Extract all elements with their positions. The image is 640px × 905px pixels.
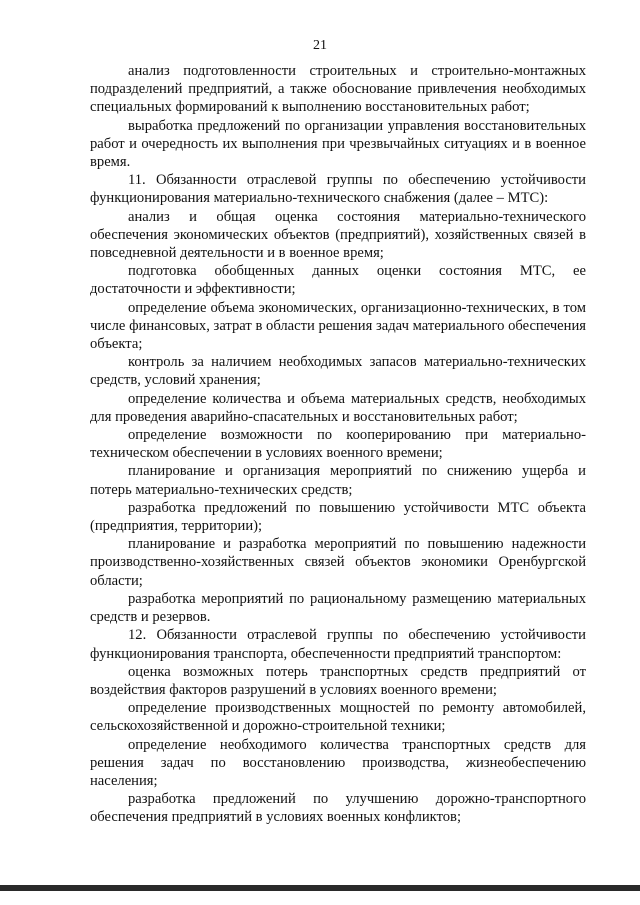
paragraph: планирование и разработка мероприятий по повышению надежности производственно-хозяйственных связей объектов экономики Оренбургской области;	[90, 536, 586, 589]
paragraph: разработка мероприятий по рациональному размещению материальных средств и резервов.	[90, 590, 586, 626]
paragraph: выработка предложений по организации управления восстановительных работ и очередность их выполнения при чрезвычайных ситуациях и в военное время.	[90, 117, 586, 171]
paragraph: контроль за наличием необходимых запасов материально-технических средств, условий хранения;	[90, 354, 586, 389]
paragraph: разработка предложений по повышению устойчивости МТС объекта (предприятия, территории);	[90, 499, 586, 535]
paragraph: определение необходимого количества транспортных средств для решения задач по восстановлению производства, жизнеобеспечению населения;	[90, 736, 586, 789]
paragraph: определение количества и объема материальных средств, необходимых для проведения аварийно-спасательных и восстановительных работ;	[90, 390, 586, 425]
section-heading-paragraph: 12. Обязанности отраслевой группы по обеспечению устойчивости функционирования транспорта, обеспеченности предприятий транспортом:	[90, 627, 586, 662]
paragraph: определение возможности по кооперированию при материально-техническом обеспечении в условиях военного времени;	[90, 427, 586, 462]
paragraph: планирование и организация мероприятий по снижению ущерба и потерь материально-технических средств;	[90, 463, 586, 498]
scan-bottom-edge	[0, 885, 640, 891]
paragraph: подготовка обобщенных данных оценки состояния МТС, ее достаточности и эффективности;	[90, 263, 586, 298]
paragraph: анализ и общая оценка состояния материально-технического обеспечения экономических объектов (предприятий), хозяйственных связей в повседневной деятельности и в военное время;	[90, 208, 586, 262]
paragraph: определение объема экономических, организационно-технических, в том числе финансовых, затрат в области решения задач материального обеспечения объекта;	[90, 299, 586, 353]
page-number: 21	[313, 38, 327, 53]
paragraph: анализ подготовленности строительных и строительно-монтажных подразделений предприятий, а также обоснование привлечения необходимых специальных формирований к выполнению восстановительных работ;	[90, 63, 586, 116]
paragraph: определение производственных мощностей по ремонту автомобилей, сельскохозяйственной и дорожно-строительной техники;	[90, 700, 586, 735]
section-heading-paragraph: 11. Обязанности отраслевой группы по обеспечению устойчивости функционирования материально-технического снабжения (далее – МТС):	[90, 172, 586, 207]
paragraph: оценка возможных потерь транспортных средств предприятий от воздействия факторов разрушений в условиях военного времени;	[90, 663, 586, 698]
paragraph: разработка предложений по улучшению дорожно-транспортного обеспечения предприятий в условиях военных конфликтов;	[90, 791, 586, 826]
document-body	[90, 62, 586, 827]
